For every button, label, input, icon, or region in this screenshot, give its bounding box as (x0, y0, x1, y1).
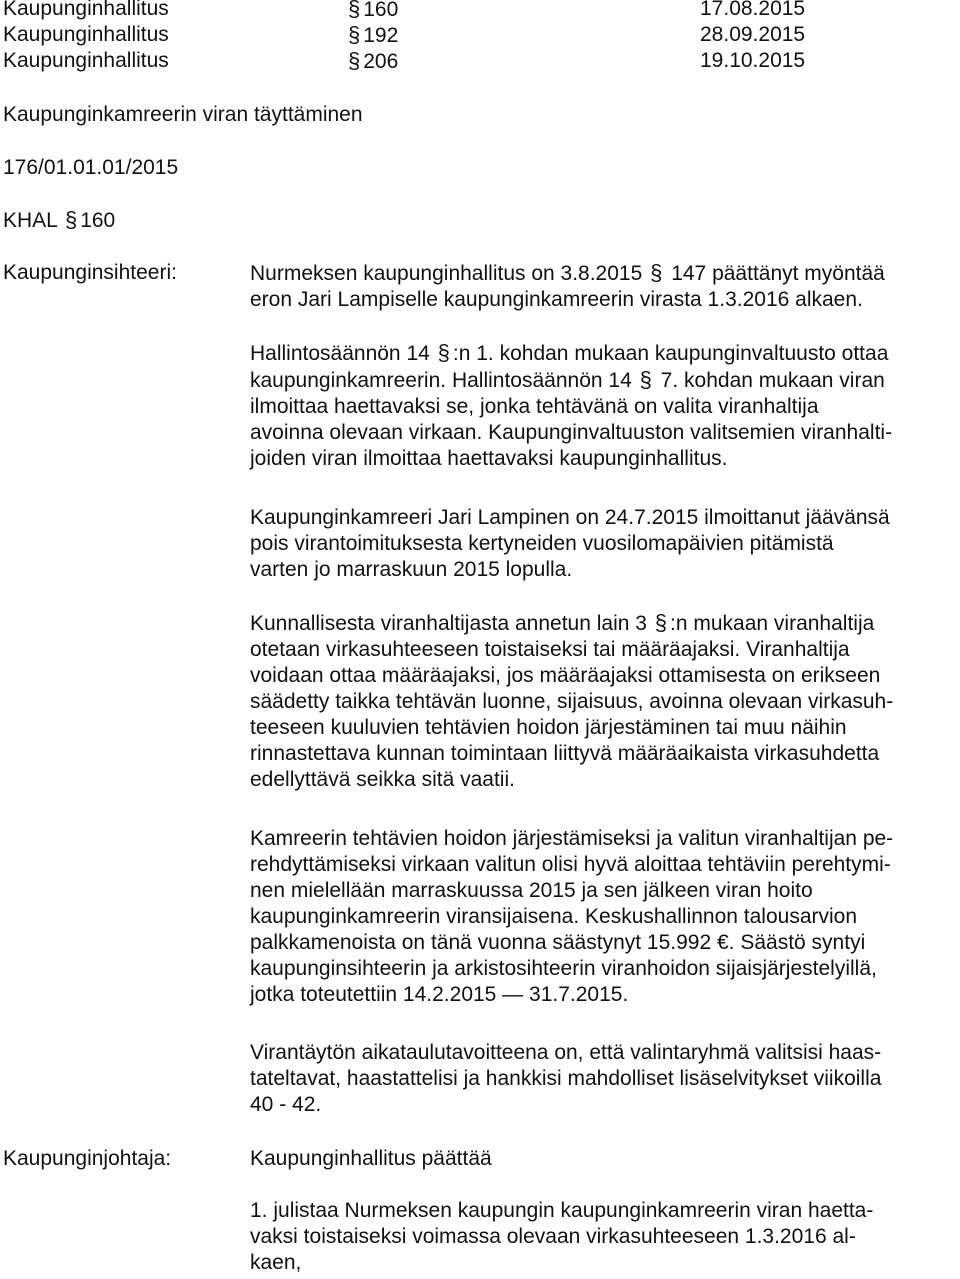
proposal-heading: Kaupunginhallitus päättää (250, 1147, 492, 1170)
section-sign-icon: § (650, 260, 663, 285)
meeting-body: Kaupunginhallitus (3, 23, 169, 46)
record-id: 176/01.01.01/2015 (3, 156, 179, 179)
paragraph-law: Kunnallisesta viranhaltijasta annetun lain 3 § :n mukaan viranhaltija otetaan virkasuhteeseen toistaiseksi tai määräajaksi. Viranhaltija voidaan ottaa määräajaksi, jos määräajaksi ottamisesta on erikseen säädetty taikka tehtävän luonne, sijaisuus, avoinna olevaan virkasuh- teeseen kuuluvien tehtävien hoidon järjestäminen tai muu näihin rinnastettava kunnan toimintaan liittyvä määräaikaista virkasuhdetta edellyttävä seikka sitä vaatii. (250, 610, 894, 791)
meeting-number: § 206 (348, 48, 399, 73)
paragraph-leave: Kaupunginkamreeri Jari Lampinen on 24.7.2015 ilmoittanut jäävänsä pois virantoimituksesta kertyneiden vuosilomapäivien pitämistä varten jo marraskuun 2015 lopulla. (250, 506, 890, 581)
meeting-number: § 192 (348, 22, 399, 47)
presenter-label: Kaupunginsihteeri: (3, 261, 177, 284)
section-sign-icon: § (654, 610, 668, 635)
meeting-date: 19.10.2015 (700, 49, 806, 72)
section-sign-icon: § (639, 367, 652, 392)
proposer-label: Kaupunginjohtaja: (3, 1147, 172, 1170)
euro-sign: € (716, 931, 729, 954)
meeting-date: 17.08.2015 (700, 0, 806, 20)
meeting-number: § 160 (346, 0, 398, 23)
meeting-body: Kaupunginhallitus (3, 0, 169, 20)
section-sign-icon: § (348, 48, 361, 73)
proposal-item-1: 1. julistaa Nurmeksen kaupungin kaupunginkamreerin viran haetta- vaksi toistaiseksi voimassa olevaan virkasuhteeseen 1.3.2016 al- kaen, (250, 1199, 874, 1274)
khal-reference: KHAL § 160 (3, 207, 116, 232)
meeting-body: Kaupunginhallitus (3, 49, 169, 72)
section-sign-icon: § (348, 22, 361, 47)
paragraph-regulation: Hallintosäännön 14 § :n 1. kohdan mukaan kaupunginvaltuusto ottaa kaupunginkamreerin. Hallintosäännön 14 § 7. kohdan mukaan viran ilmoittaa haettavaksi se, jonka tehtävänä on valita viranhaltija avoinna olevaan virkaan. Kaupunginvaltuuston valitsemien viranhalti- joiden viran ilmoittaa haettavaksi kaupunginhallitus. (250, 340, 893, 470)
meeting-date: 28.09.2015 (700, 23, 806, 46)
paragraph-orientation: Kamreerin tehtävien hoidon järjestämiseksi ja valitun viranhaltijan pe- rehdyttämiseksi virkaan valitun olisi hyvä aloittaa tehtäviin perehtymi- nen mielellään marraskuussa 2015 ja sen jälkeen viran hoito kaupunginkamreerin viransijaisena. Keskushallinnon talousarvion palkkamenoista on tänä vuonna säästynyt 15.992 €. Säästö syntyi kaupunginsihteerin ja arkistosihteerin viranhoidon sijaisjärjestelyillä, jotka toteutettiin 14.2.2015 — 31.7.2015. (250, 827, 894, 1006)
section-sign-icon: § (64, 207, 78, 232)
section-sign-icon: § (437, 340, 450, 365)
paragraph-schedule: Virantäytön aikataulutavoitteena on, että valintaryhmä valitsisi haas- tateltavat, haastattelisi ja hankkisi mahdolliset lisäselvitykset viikoilla 40 - 42. (250, 1041, 882, 1116)
paragraph-resignation: Nurmeksen kaupunginhallitus on 3.8.2015 § 147 päättänyt myöntää eron Jari Lampiselle kaupunginkamreerin virasta 1.3.2016 alkaen. (250, 260, 885, 311)
document-title: Kaupunginkamreerin viran täyttäminen (3, 103, 363, 126)
section-sign-icon: § (348, 0, 361, 21)
